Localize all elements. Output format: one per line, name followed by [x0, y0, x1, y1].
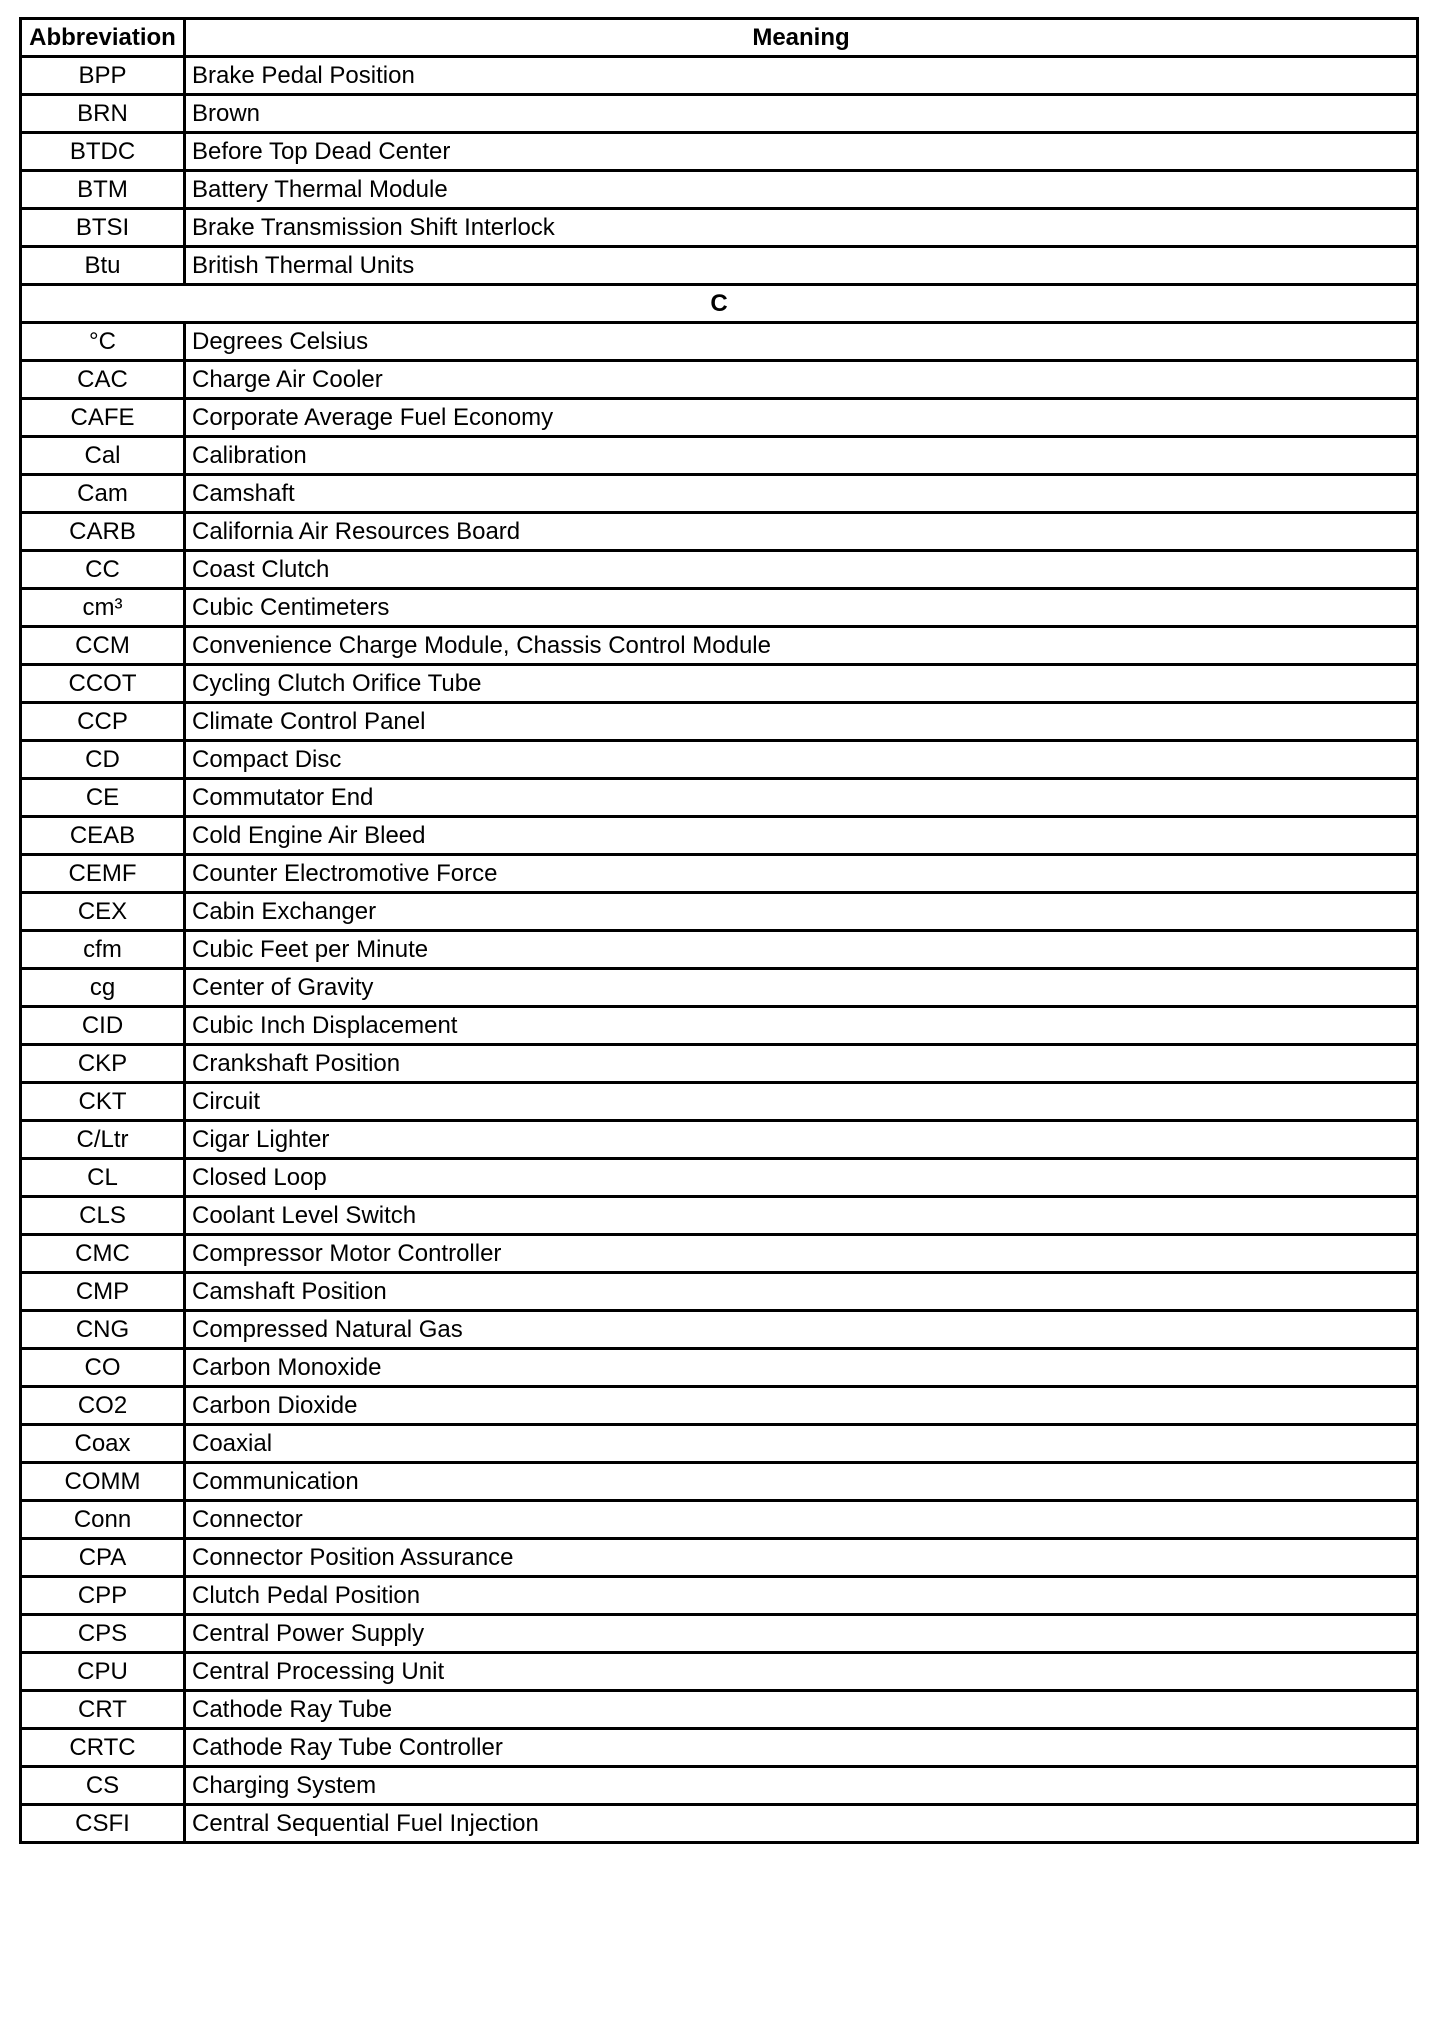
table-row [21, 361, 1418, 399]
table-row [21, 209, 1418, 247]
meaning-cell: Central Power Supply [185, 1615, 1418, 1653]
table-row [21, 551, 1418, 589]
table-row [21, 969, 1418, 1007]
meaning-cell: Closed Loop [185, 1159, 1418, 1197]
meaning-cell: Coast Clutch [185, 551, 1418, 589]
table-row [21, 1577, 1418, 1615]
meaning-cell: Convenience Charge Module, Chassis Control Module [185, 627, 1418, 665]
meaning-cell: Cubic Centimeters [185, 589, 1418, 627]
meaning-cell: Coaxial [185, 1425, 1418, 1463]
table-header-row [21, 19, 1418, 57]
abbreviation-cell: BTDC [21, 133, 185, 171]
meaning-cell: Connector Position Assurance [185, 1539, 1418, 1577]
meaning-cell: Circuit [185, 1083, 1418, 1121]
abbreviation-cell: CARB [21, 513, 185, 551]
table-row [21, 1805, 1418, 1843]
abbreviation-cell: CSFI [21, 1805, 185, 1843]
table-row [21, 1539, 1418, 1577]
table-row [21, 57, 1418, 95]
table-row [21, 1691, 1418, 1729]
abbreviation-table [19, 17, 1419, 1844]
table-row [21, 1653, 1418, 1691]
abbreviation-cell: CKP [21, 1045, 185, 1083]
table-row [21, 1501, 1418, 1539]
table-row [21, 1387, 1418, 1425]
meaning-cell: Cubic Inch Displacement [185, 1007, 1418, 1045]
table-row [21, 399, 1418, 437]
table-row [21, 1615, 1418, 1653]
abbreviation-cell: CNG [21, 1311, 185, 1349]
table-row [21, 247, 1418, 285]
abbreviation-cell: BRN [21, 95, 185, 133]
meaning-cell: Connector [185, 1501, 1418, 1539]
table-row [21, 779, 1418, 817]
abbreviation-cell: cfm [21, 931, 185, 969]
table-row [21, 1083, 1418, 1121]
table-row [21, 855, 1418, 893]
meaning-cell: Brown [185, 95, 1418, 133]
abbreviation-cell: CPP [21, 1577, 185, 1615]
abbreviation-cell: CS [21, 1767, 185, 1805]
table-row [21, 1159, 1418, 1197]
table-row [21, 95, 1418, 133]
meaning-cell: Cathode Ray Tube [185, 1691, 1418, 1729]
meaning-cell: Crankshaft Position [185, 1045, 1418, 1083]
meaning-cell: California Air Resources Board [185, 513, 1418, 551]
meaning-cell: Before Top Dead Center [185, 133, 1418, 171]
abbreviation-cell: CEMF [21, 855, 185, 893]
abbreviation-cell: CRT [21, 1691, 185, 1729]
table-row [21, 437, 1418, 475]
abbreviation-cell: °C [21, 323, 185, 361]
abbreviation-cell: Cal [21, 437, 185, 475]
abbreviation-cell: CO2 [21, 1387, 185, 1425]
abbreviation-cell: CID [21, 1007, 185, 1045]
abbreviation-cell: CE [21, 779, 185, 817]
abbreviation-cell: Coax [21, 1425, 185, 1463]
table-row [21, 1311, 1418, 1349]
table-row [21, 1463, 1418, 1501]
table-row [21, 1007, 1418, 1045]
meaning-cell: Cubic Feet per Minute [185, 931, 1418, 969]
table-row [21, 703, 1418, 741]
meaning-cell: Clutch Pedal Position [185, 1577, 1418, 1615]
header-abbreviation: Abbreviation [21, 19, 185, 57]
meaning-cell: Compressed Natural Gas [185, 1311, 1418, 1349]
meaning-cell: Brake Transmission Shift Interlock [185, 209, 1418, 247]
table-body [21, 57, 1418, 1843]
table-row [21, 1045, 1418, 1083]
abbreviation-cell: CL [21, 1159, 185, 1197]
meaning-cell: Brake Pedal Position [185, 57, 1418, 95]
meaning-cell: Center of Gravity [185, 969, 1418, 1007]
meaning-cell: Charging System [185, 1767, 1418, 1805]
abbreviation-cell: CPS [21, 1615, 185, 1653]
abbreviation-cell: COMM [21, 1463, 185, 1501]
meaning-cell: Cathode Ray Tube Controller [185, 1729, 1418, 1767]
meaning-cell: British Thermal Units [185, 247, 1418, 285]
abbreviation-cell: CCP [21, 703, 185, 741]
meaning-cell: Central Sequential Fuel Injection [185, 1805, 1418, 1843]
abbreviation-cell: CCM [21, 627, 185, 665]
meaning-cell: Charge Air Cooler [185, 361, 1418, 399]
table-row [21, 475, 1418, 513]
table-row [21, 1349, 1418, 1387]
meaning-cell: Corporate Average Fuel Economy [185, 399, 1418, 437]
meaning-cell: Camshaft [185, 475, 1418, 513]
abbreviation-cell: CPA [21, 1539, 185, 1577]
meaning-cell: Carbon Dioxide [185, 1387, 1418, 1425]
abbreviation-cell: cg [21, 969, 185, 1007]
table-row [21, 1767, 1418, 1805]
table-row [21, 1273, 1418, 1311]
abbreviation-cell: CKT [21, 1083, 185, 1121]
table-row [21, 513, 1418, 551]
meaning-cell: Cabin Exchanger [185, 893, 1418, 931]
abbreviation-cell: CD [21, 741, 185, 779]
abbreviation-cell: Conn [21, 1501, 185, 1539]
meaning-cell: Compact Disc [185, 741, 1418, 779]
table-row [21, 589, 1418, 627]
meaning-cell: Communication [185, 1463, 1418, 1501]
meaning-cell: Camshaft Position [185, 1273, 1418, 1311]
meaning-cell: Counter Electromotive Force [185, 855, 1418, 893]
table-row [21, 133, 1418, 171]
abbreviation-cell: CAC [21, 361, 185, 399]
abbreviation-cell: BTM [21, 171, 185, 209]
meaning-cell: Commutator End [185, 779, 1418, 817]
meaning-cell: Climate Control Panel [185, 703, 1418, 741]
abbreviation-cell: CC [21, 551, 185, 589]
meaning-cell: Calibration [185, 437, 1418, 475]
abbreviation-cell: CEX [21, 893, 185, 931]
abbreviation-cell: BPP [21, 57, 185, 95]
table-row [21, 627, 1418, 665]
abbreviation-cell: Btu [21, 247, 185, 285]
header-meaning: Meaning [185, 19, 1418, 57]
abbreviation-cell: CPU [21, 1653, 185, 1691]
meaning-cell: Carbon Monoxide [185, 1349, 1418, 1387]
abbreviation-cell: CEAB [21, 817, 185, 855]
abbreviation-cell: C/Ltr [21, 1121, 185, 1159]
meaning-cell: Coolant Level Switch [185, 1197, 1418, 1235]
abbreviation-cell: cm³ [21, 589, 185, 627]
abbreviation-cell: CMP [21, 1273, 185, 1311]
abbreviation-cell: CCOT [21, 665, 185, 703]
abbreviation-cell: CO [21, 1349, 185, 1387]
abbreviation-cell: CAFE [21, 399, 185, 437]
meaning-cell: Degrees Celsius [185, 323, 1418, 361]
table-row [21, 1121, 1418, 1159]
meaning-cell: Cold Engine Air Bleed [185, 817, 1418, 855]
table-row [21, 1729, 1418, 1767]
table-row [21, 1197, 1418, 1235]
table-row [21, 1235, 1418, 1273]
abbreviation-cell: BTSI [21, 209, 185, 247]
table-row [21, 323, 1418, 361]
abbreviation-cell: CRTC [21, 1729, 185, 1767]
abbreviation-cell: CMC [21, 1235, 185, 1273]
table-row [21, 741, 1418, 779]
section-letter: C [21, 285, 1418, 323]
table-row [21, 171, 1418, 209]
meaning-cell: Compressor Motor Controller [185, 1235, 1418, 1273]
meaning-cell: Central Processing Unit [185, 1653, 1418, 1691]
table-row [21, 931, 1418, 969]
meaning-cell: Cycling Clutch Orifice Tube [185, 665, 1418, 703]
table-row [21, 893, 1418, 931]
table-row [21, 1425, 1418, 1463]
abbreviation-cell: Cam [21, 475, 185, 513]
meaning-cell: Cigar Lighter [185, 1121, 1418, 1159]
section-header-row [21, 285, 1418, 323]
table-row [21, 665, 1418, 703]
table-row [21, 817, 1418, 855]
abbreviation-cell: CLS [21, 1197, 185, 1235]
meaning-cell: Battery Thermal Module [185, 171, 1418, 209]
